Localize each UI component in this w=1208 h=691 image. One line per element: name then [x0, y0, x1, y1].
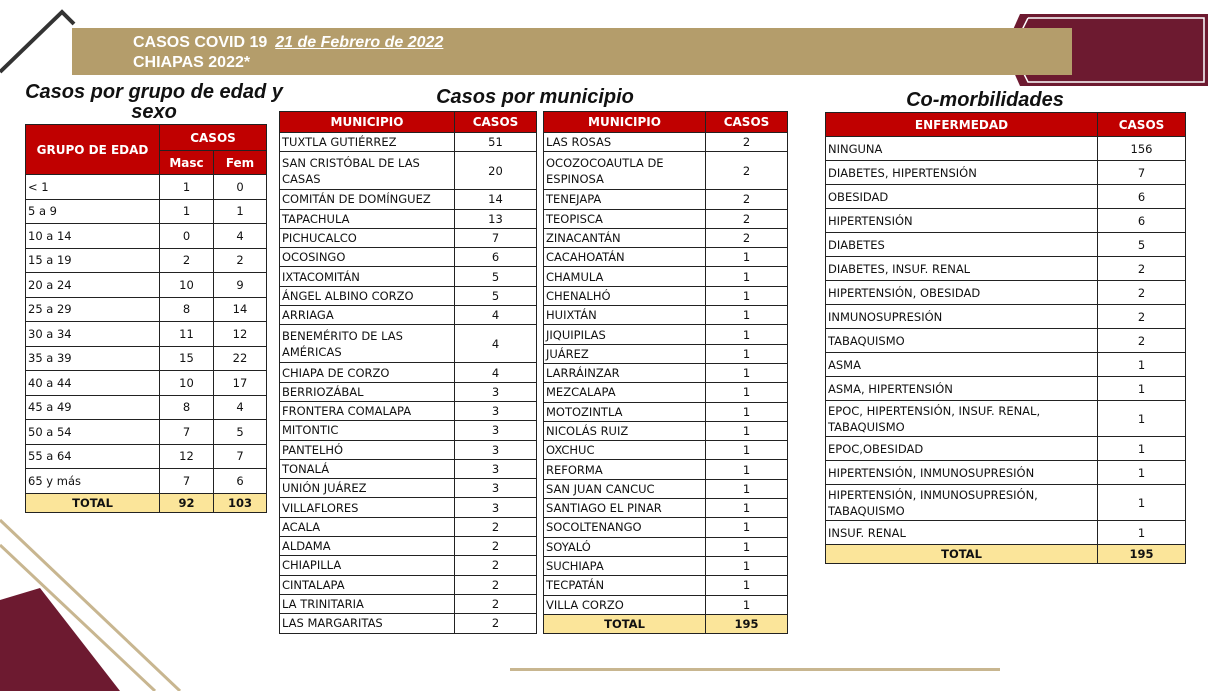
- muni-cases-header-right: CASOS: [706, 112, 788, 133]
- table-row: [544, 556, 788, 575]
- disease-cell: HIPERTENSIÓN, INMUNOSUPRESIÓN: [826, 461, 1098, 485]
- disease-cell: HIPERTENSIÓN, OBESIDAD: [826, 281, 1098, 305]
- table-row: [280, 401, 537, 420]
- municipality-name-cell: HUIXTÁN: [544, 306, 706, 325]
- comorb-cases-cell: 6: [1098, 185, 1186, 209]
- municipality-name-cell: CHIAPA DE CORZO: [280, 363, 455, 382]
- fem-cell: 14: [214, 297, 267, 322]
- comorb-total-label: TOTAL: [826, 545, 1098, 564]
- age-sex-table: [25, 124, 267, 513]
- table-row: [26, 420, 267, 445]
- table-row: [826, 461, 1186, 485]
- municipality-cases-cell: 1: [706, 537, 788, 556]
- masc-header: Masc: [160, 151, 214, 175]
- municipality-cases-cell: 1: [706, 595, 788, 614]
- table-row: [544, 421, 788, 440]
- masc-cell: 0: [160, 224, 214, 249]
- masc-cell: 15: [160, 346, 214, 371]
- masc-cell: 1: [160, 199, 214, 224]
- municipality-name-cell: MITONTIC: [280, 421, 455, 440]
- municipality-name-cell: FRONTERA COMALAPA: [280, 401, 455, 420]
- table-row: [544, 518, 788, 537]
- municipality-cases-cell: 2: [706, 190, 788, 209]
- municipality-name-cell: IXTACOMITÁN: [280, 267, 455, 286]
- comorb-cases-cell: 7: [1098, 161, 1186, 185]
- municipality-cases-cell: 3: [455, 440, 537, 459]
- fem-cell: 1: [214, 199, 267, 224]
- municipality-name-cell: VILLAFLORES: [280, 498, 455, 517]
- municipality-cases-cell: 2: [706, 133, 788, 152]
- fem-cell: 12: [214, 322, 267, 347]
- table-row: [280, 325, 537, 363]
- municipality-cases-cell: 3: [455, 421, 537, 440]
- disease-header: ENFERMEDAD: [826, 113, 1098, 137]
- municipality-name-cell: LAS MARGARITAS: [280, 614, 455, 633]
- table-row: [280, 190, 537, 209]
- municipality-cases-cell: 1: [706, 556, 788, 575]
- table-row: [26, 224, 267, 249]
- municipality-cases-cell: 1: [706, 306, 788, 325]
- muni-total-label: TOTAL: [544, 614, 706, 633]
- disease-cell: EPOC,OBESIDAD: [826, 437, 1098, 461]
- municipality-cases-cell: 3: [455, 479, 537, 498]
- municipality-cases-cell: 1: [706, 286, 788, 305]
- age-group-cell: 35 a 39: [26, 346, 160, 371]
- age-group-cell: 65 y más: [26, 469, 160, 494]
- table-row: [26, 444, 267, 469]
- masc-cell: 10: [160, 273, 214, 298]
- municipality-cases-cell: 5: [455, 267, 537, 286]
- table-row: [26, 346, 267, 371]
- age-cases-header: CASOS: [160, 125, 267, 151]
- municipality-name-cell: MOTOZINTLA: [544, 402, 706, 421]
- banner-subtitle: CHIAPAS 2022*: [133, 54, 251, 71]
- table-row: [280, 382, 537, 401]
- table-row: [280, 363, 537, 382]
- municipality-name-cell: SAN JUAN CANCUC: [544, 479, 706, 498]
- muni-cases-header-left: CASOS: [455, 112, 537, 133]
- municipality-name-cell: ARRIAGA: [280, 306, 455, 325]
- age-group-cell: 20 a 24: [26, 273, 160, 298]
- table-row: [826, 257, 1186, 281]
- masc-cell: 7: [160, 420, 214, 445]
- municipality-name-cell: TEOPISCA: [544, 209, 706, 228]
- table-row: [280, 459, 537, 478]
- table-row: [826, 437, 1186, 461]
- municipality-name-cell: ALDAMA: [280, 537, 455, 556]
- municipality-name-cell: SUCHIAPA: [544, 556, 706, 575]
- age-group-cell: 5 a 9: [26, 199, 160, 224]
- age-section-title: Casos por grupo de edad y sexo: [25, 81, 283, 123]
- fem-cell: 22: [214, 346, 267, 371]
- municipality-name-cell: TECPATÁN: [544, 576, 706, 595]
- table-row: [826, 521, 1186, 545]
- table-row: [544, 441, 788, 460]
- municipality-cases-cell: 4: [455, 306, 537, 325]
- masc-cell: 12: [160, 444, 214, 469]
- fem-cell: 7: [214, 444, 267, 469]
- disease-cell: HIPERTENSIÓN: [826, 209, 1098, 233]
- municipality-name-cell: ACALA: [280, 517, 455, 536]
- age-group-cell: 15 a 19: [26, 248, 160, 273]
- municipality-name-cell: CHIAPILLA: [280, 556, 455, 575]
- table-row: [26, 199, 267, 224]
- comorb-cases-cell: 1: [1098, 521, 1186, 545]
- table-row: [280, 152, 537, 190]
- municipality-name-cell: UNIÓN JUÁREZ: [280, 479, 455, 498]
- disease-cell: HIPERTENSIÓN, INMUNOSUPRESIÓN, TABAQUISMO: [826, 485, 1098, 521]
- disease-cell: ASMA, HIPERTENSIÓN: [826, 377, 1098, 401]
- municipality-cases-cell: 14: [455, 190, 537, 209]
- table-row: [826, 377, 1186, 401]
- municipality-cases-cell: 7: [455, 228, 537, 247]
- table-row: [280, 209, 537, 228]
- table-row: [280, 517, 537, 536]
- municipality-cases-cell: 1: [706, 363, 788, 382]
- disease-cell: EPOC, HIPERTENSIÓN, INSUF. RENAL, TABAQUISMO: [826, 401, 1098, 437]
- table-row: [26, 297, 267, 322]
- municipality-name-cell: ZINACANTÁN: [544, 228, 706, 247]
- table-row: [280, 614, 537, 633]
- age-group-cell: 55 a 64: [26, 444, 160, 469]
- municipality-cases-cell: 4: [455, 325, 537, 363]
- table-row: [544, 209, 788, 228]
- table-row: [826, 329, 1186, 353]
- municipality-name-cell: OCOZOCOAUTLA DE ESPINOSA: [544, 152, 706, 190]
- municipality-cases-cell: 2: [455, 517, 537, 536]
- table-row: [544, 152, 788, 190]
- municipality-name-cell: NICOLÁS RUIZ: [544, 421, 706, 440]
- comorbidity-table: [825, 112, 1186, 564]
- municipality-name-cell: SOCOLTENANGO: [544, 518, 706, 537]
- banner-title: [133, 33, 443, 73]
- table-row: [280, 440, 537, 459]
- municipality-name-cell: CACAHOATÁN: [544, 248, 706, 267]
- table-row: [826, 137, 1186, 161]
- municipality-name-cell: OXCHUC: [544, 441, 706, 460]
- table-row: [544, 363, 788, 382]
- muni-total-cases: 195: [706, 614, 788, 633]
- banner-date: 21 de Febrero de 2022: [275, 34, 444, 51]
- fem-cell: 5: [214, 420, 267, 445]
- table-row: [26, 395, 267, 420]
- municipality-cases-cell: 3: [455, 459, 537, 478]
- table-row: [280, 594, 537, 613]
- municipality-name-cell: TONALÁ: [280, 459, 455, 478]
- table-row: [544, 595, 788, 614]
- total-label: TOTAL: [26, 493, 160, 512]
- municipality-cases-cell: 1: [706, 441, 788, 460]
- fem-cell: 2: [214, 248, 267, 273]
- municipality-cases-cell: 2: [706, 228, 788, 247]
- table-row: [544, 248, 788, 267]
- disease-cell: NINGUNA: [826, 137, 1098, 161]
- municipality-name-cell: REFORMA: [544, 460, 706, 479]
- table-row: [544, 286, 788, 305]
- table-row: [544, 383, 788, 402]
- municipality-name-cell: OCOSINGO: [280, 248, 455, 267]
- municipality-name-cell: TAPACHULA: [280, 209, 455, 228]
- comorb-cases-cell: 1: [1098, 437, 1186, 461]
- comorb-cases-header: CASOS: [1098, 113, 1186, 137]
- disease-cell: TABAQUISMO: [826, 329, 1098, 353]
- municipality-name-cell: JUÁREZ: [544, 344, 706, 363]
- municipality-cases-cell: 51: [455, 133, 537, 152]
- fem-header: Fem: [214, 151, 267, 175]
- municipality-cases-cell: 6: [455, 248, 537, 267]
- table-row: [544, 576, 788, 595]
- total-masc: 92: [160, 493, 214, 512]
- municipality-name-cell: LA TRINITARIA: [280, 594, 455, 613]
- municipality-cases-cell: 3: [455, 401, 537, 420]
- age-group-cell: 30 a 34: [26, 322, 160, 347]
- table-row: [26, 273, 267, 298]
- fem-cell: 6: [214, 469, 267, 494]
- table-row: [280, 248, 537, 267]
- table-row: [544, 306, 788, 325]
- disease-cell: INSUF. RENAL: [826, 521, 1098, 545]
- municipality-name-cell: COMITÁN DE DOMÍNGUEZ: [280, 190, 455, 209]
- fem-cell: 0: [214, 175, 267, 200]
- total-row: [26, 493, 267, 512]
- disease-cell: DIABETES, INSUF. RENAL: [826, 257, 1098, 281]
- municipality-name-cell: LARRÁINZAR: [544, 363, 706, 382]
- bottom-rule: [510, 668, 1000, 671]
- comorb-cases-cell: 1: [1098, 461, 1186, 485]
- table-row: [544, 133, 788, 152]
- municipality-cases-cell: 20: [455, 152, 537, 190]
- table-row: [280, 498, 537, 517]
- table-row: [826, 161, 1186, 185]
- municipality-name-cell: LAS ROSAS: [544, 133, 706, 152]
- municipality-cases-cell: 13: [455, 209, 537, 228]
- municipality-cases-cell: 1: [706, 479, 788, 498]
- table-row: [544, 344, 788, 363]
- municipality-name-cell: TENEJAPA: [544, 190, 706, 209]
- municipality-name-cell: CHAMULA: [544, 267, 706, 286]
- table-row: [26, 248, 267, 273]
- table-row: [544, 228, 788, 247]
- municipality-cases-cell: 1: [706, 518, 788, 537]
- table-row: [280, 575, 537, 594]
- municipality-cases-cell: 2: [455, 575, 537, 594]
- banner-title-text: CASOS COVID 19: [133, 34, 268, 51]
- municipality-name-cell: PANTELHÓ: [280, 440, 455, 459]
- municipality-cases-cell: 2: [455, 556, 537, 575]
- table-row: [26, 322, 267, 347]
- municipality-cases-cell: 2: [706, 209, 788, 228]
- fem-cell: 4: [214, 395, 267, 420]
- table-row: [826, 485, 1186, 521]
- table-row: [544, 267, 788, 286]
- disease-cell: ASMA: [826, 353, 1098, 377]
- municipality-name-cell: BENEMÉRITO DE LAS AMÉRICAS: [280, 325, 455, 363]
- municipality-cases-cell: 2: [455, 614, 537, 633]
- municipality-table-left: [279, 111, 537, 634]
- masc-cell: 8: [160, 297, 214, 322]
- comorb-cases-cell: 2: [1098, 305, 1186, 329]
- total-row: [544, 614, 788, 633]
- table-row: [280, 421, 537, 440]
- municipality-name-cell: ÁNGEL ALBINO CORZO: [280, 286, 455, 305]
- comorb-cases-cell: 6: [1098, 209, 1186, 233]
- muni-header-left: MUNICIPIO: [280, 112, 455, 133]
- age-group-cell: 25 a 29: [26, 297, 160, 322]
- comorb-cases-cell: 2: [1098, 281, 1186, 305]
- masc-cell: 11: [160, 322, 214, 347]
- table-row: [544, 479, 788, 498]
- municipality-cases-cell: 2: [455, 537, 537, 556]
- muni-section-title: Casos por municipio: [436, 86, 634, 108]
- municipality-name-cell: JIQUIPILAS: [544, 325, 706, 344]
- table-row: [280, 228, 537, 247]
- comorb-cases-cell: 1: [1098, 485, 1186, 521]
- table-row: [826, 233, 1186, 257]
- table-row: [544, 190, 788, 209]
- table-row: [826, 305, 1186, 329]
- municipality-cases-cell: 4: [455, 363, 537, 382]
- municipality-cases-cell: 1: [706, 460, 788, 479]
- municipality-name-cell: CINTALAPA: [280, 575, 455, 594]
- municipality-name-cell: SANTIAGO EL PINAR: [544, 499, 706, 518]
- municipality-cases-cell: 1: [706, 267, 788, 286]
- comorb-cases-cell: 5: [1098, 233, 1186, 257]
- comorb-cases-cell: 156: [1098, 137, 1186, 161]
- total-fem: 103: [214, 493, 267, 512]
- municipality-cases-cell: 5: [455, 286, 537, 305]
- table-row: [826, 185, 1186, 209]
- age-group-cell: 10 a 14: [26, 224, 160, 249]
- municipality-cases-cell: 3: [455, 382, 537, 401]
- comorb-cases-cell: 2: [1098, 329, 1186, 353]
- corner-line-top: [0, 12, 74, 72]
- table-row: [826, 353, 1186, 377]
- table-row: [826, 401, 1186, 437]
- masc-cell: 1: [160, 175, 214, 200]
- total-row: [826, 545, 1186, 564]
- table-row: [280, 556, 537, 575]
- disease-cell: INMUNOSUPRESIÓN: [826, 305, 1098, 329]
- comorb-cases-cell: 1: [1098, 401, 1186, 437]
- comorb-total-cases: 195: [1098, 545, 1186, 564]
- municipality-cases-cell: 1: [706, 383, 788, 402]
- table-row: [280, 267, 537, 286]
- masc-cell: 2: [160, 248, 214, 273]
- table-row: [280, 479, 537, 498]
- disease-cell: OBESIDAD: [826, 185, 1098, 209]
- table-row: [544, 499, 788, 518]
- fem-cell: 9: [214, 273, 267, 298]
- comorb-cases-cell: 2: [1098, 257, 1186, 281]
- table-row: [544, 325, 788, 344]
- municipality-name-cell: SOYALÓ: [544, 537, 706, 556]
- age-group-cell: < 1: [26, 175, 160, 200]
- municipality-name-cell: BERRIOZÁBAL: [280, 382, 455, 401]
- municipality-table-right: [543, 111, 788, 634]
- table-row: [280, 133, 537, 152]
- table-row: [26, 469, 267, 494]
- table-row: [826, 281, 1186, 305]
- age-group-cell: 45 a 49: [26, 395, 160, 420]
- age-group-cell: 40 a 44: [26, 371, 160, 396]
- municipality-name-cell: SAN CRISTÓBAL DE LAS CASAS: [280, 152, 455, 190]
- masc-cell: 10: [160, 371, 214, 396]
- municipality-name-cell: TUXTLA GUTIÉRREZ: [280, 133, 455, 152]
- municipality-cases-cell: 2: [455, 594, 537, 613]
- municipality-cases-cell: 2: [706, 152, 788, 190]
- comorb-cases-cell: 1: [1098, 353, 1186, 377]
- table-row: [544, 460, 788, 479]
- masc-cell: 8: [160, 395, 214, 420]
- municipality-cases-cell: 1: [706, 576, 788, 595]
- table-row: [280, 537, 537, 556]
- municipality-cases-cell: 1: [706, 499, 788, 518]
- disease-cell: DIABETES: [826, 233, 1098, 257]
- masc-cell: 7: [160, 469, 214, 494]
- muni-header-right: MUNICIPIO: [544, 112, 706, 133]
- municipality-cases-cell: 1: [706, 421, 788, 440]
- table-row: [544, 402, 788, 421]
- municipality-cases-cell: 3: [455, 498, 537, 517]
- municipality-cases-cell: 1: [706, 402, 788, 421]
- municipality-name-cell: CHENALHÓ: [544, 286, 706, 305]
- table-row: [280, 306, 537, 325]
- municipality-name-cell: MEZCALAPA: [544, 383, 706, 402]
- municipality-name-cell: VILLA CORZO: [544, 595, 706, 614]
- municipality-cases-cell: 1: [706, 248, 788, 267]
- municipality-cases-cell: 1: [706, 325, 788, 344]
- table-row: [26, 175, 267, 200]
- municipality-name-cell: PICHUCALCO: [280, 228, 455, 247]
- disease-cell: DIABETES, HIPERTENSIÓN: [826, 161, 1098, 185]
- table-row: [544, 537, 788, 556]
- table-row: [280, 286, 537, 305]
- fem-cell: 4: [214, 224, 267, 249]
- comorb-cases-cell: 1: [1098, 377, 1186, 401]
- age-group-cell: 50 a 54: [26, 420, 160, 445]
- table-row: [826, 209, 1186, 233]
- table-row: [26, 371, 267, 396]
- municipality-cases-cell: 1: [706, 344, 788, 363]
- comorb-section-title: Co-morbilidades: [906, 89, 1064, 111]
- age-group-header: GRUPO DE EDAD: [26, 125, 160, 175]
- fem-cell: 17: [214, 371, 267, 396]
